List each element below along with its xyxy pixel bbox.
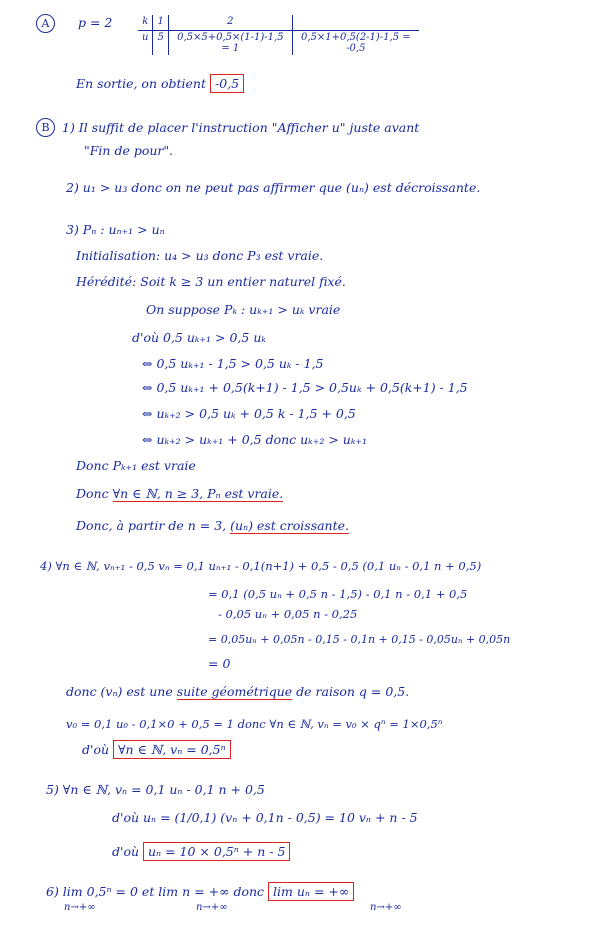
q3-dou: d'où 0,5 uₖ₊₁ > 0,5 uₖ bbox=[132, 330, 266, 345]
table-u-1: 5 bbox=[153, 31, 168, 56]
q6-lim-sub-3: n→+∞ bbox=[370, 902, 402, 913]
part-a-circle-label: A bbox=[36, 14, 55, 33]
q4-geometric-prefix: donc (vₙ) est une bbox=[66, 684, 173, 699]
q4-line2: = 0,1 (0,5 uₙ + 0,5 n - 1,5) - 0,1 n - 0,1 + 0,5 bbox=[208, 587, 468, 601]
q6-lim-sub-1: n→+∞ bbox=[64, 902, 96, 913]
q3-heredite: Hérédité: Soit k ≥ 3 un entier naturel fixé. bbox=[76, 274, 346, 289]
q3-donc-1: Donc Pₖ₊₁ est vraie bbox=[76, 458, 196, 473]
q4-v0-line: v₀ = 0,1 u₀ - 0,1×0 + 0,5 = 1 donc ∀n ∈ ℕ, vₙ = v₀ × qⁿ = 1×0,5ⁿ bbox=[66, 717, 443, 731]
q3-equivalence-4: ⇔ uₖ₊₂ > uₖ₊₁ + 0,5 donc uₖ₊₂ > uₖ₊₁ bbox=[142, 432, 367, 447]
q3-conclusion-prefix: Donc, à partir de n = 3, bbox=[76, 518, 227, 533]
table-u-3: 0,5×1+0,5(2-1)-1,5 = -0,5 bbox=[292, 31, 419, 56]
q4-geometric-suffix: de raison q = 0,5. bbox=[296, 684, 410, 699]
table-u-label: u bbox=[142, 32, 149, 43]
q4-result-box: ∀n ∈ ℕ, vₙ = 0,5ⁿ bbox=[113, 740, 231, 759]
q5-dou: d'où bbox=[112, 844, 140, 859]
q3-equivalence-3: ⇔ uₖ₊₂ > 0,5 uₖ + 0,5 k - 1,5 + 0,5 bbox=[142, 406, 356, 421]
q3-donc-2-prefix: Donc bbox=[76, 486, 109, 501]
q3-donc-2 bbox=[76, 486, 283, 502]
q3-conclusion bbox=[76, 518, 349, 534]
p-value: p = 2 bbox=[78, 15, 113, 30]
q3-suppose: On suppose Pₖ : uₖ₊₁ > uₖ vraie bbox=[146, 302, 341, 317]
q4-line3: - 0,05 uₙ + 0,05 n - 0,25 bbox=[218, 607, 358, 621]
q4-line1: 4) ∀n ∈ ℕ, vₙ₊₁ - 0,5 vₙ = 0,1 uₙ₊₁ - 0,1(n+1) + 0,5 - 0,5 (0,1 uₙ - 0,1 n + 0,5) bbox=[40, 559, 482, 573]
q5-result-line bbox=[112, 844, 290, 860]
q1-line2: "Fin de pour". bbox=[84, 143, 174, 158]
q5-line1: 5) ∀n ∈ ℕ, vₙ = 0,1 uₙ - 0,1 n + 0,5 bbox=[46, 782, 265, 797]
q4-geometric-underlined: suite géométrique bbox=[176, 684, 293, 699]
q4-line5: = 0 bbox=[208, 656, 231, 671]
q3-equivalence-2: ⇔ 0,5 uₖ₊₁ + 0,5(k+1) - 1,5 > 0,5uₖ + 0,5(k+1) - 1,5 bbox=[142, 380, 468, 395]
q6-text: 6) lim 0,5ⁿ = 0 et lim n = +∞ donc bbox=[46, 884, 265, 899]
q4-dou: d'où bbox=[82, 742, 110, 757]
algorithm-trace-table bbox=[138, 15, 419, 55]
q3-title: 3) Pₙ : uₙ₊₁ > uₙ bbox=[66, 222, 165, 237]
table-k-2: 2 bbox=[168, 15, 292, 31]
table-k-3 bbox=[292, 15, 419, 31]
part-b-marker bbox=[36, 118, 55, 137]
q2-text: 2) u₁ > u₃ donc on ne peut pas affirmer que (uₙ) est décroissante. bbox=[66, 180, 481, 195]
q4-result-line bbox=[82, 742, 231, 758]
q4-geometric bbox=[66, 684, 409, 700]
q4-line4: = 0,05uₙ + 0,05n - 0,15 - 0,1n + 0,15 - 0,05uₙ + 0,05n bbox=[208, 633, 511, 646]
part-a-marker bbox=[36, 14, 55, 33]
table-k-1: 1 bbox=[153, 15, 168, 31]
table-u-2: 0,5×5+0,5×(1-1)-1,5 = 1 bbox=[168, 31, 292, 56]
q3-conclusion-underlined: (uₙ) est croissante. bbox=[230, 518, 350, 533]
q1-line1: 1) Il suffit de placer l'instruction "Afficher u" juste avant bbox=[62, 120, 420, 135]
table-k-label: k bbox=[138, 15, 153, 31]
q5-line2: d'où uₙ = (1/0,1) (vₙ + 0,1n - 0,5) = 10 vₙ + n - 5 bbox=[112, 810, 418, 825]
q6-result-box: lim uₙ = +∞ bbox=[268, 882, 354, 901]
q6-line bbox=[46, 884, 354, 900]
q3-equivalence-1: ⇔ 0,5 uₖ₊₁ - 1,5 > 0,5 uₖ - 1,5 bbox=[142, 356, 324, 371]
part-b-circle-label: B bbox=[36, 118, 55, 137]
q6-lim-sub-2: n→+∞ bbox=[196, 902, 228, 913]
sortie-line bbox=[76, 76, 244, 92]
q3-initialisation: Initialisation: u₄ > u₃ donc P₃ est vraie. bbox=[76, 248, 324, 263]
sortie-text: En sortie, on obtient bbox=[76, 76, 206, 91]
sortie-value-box: -0,5 bbox=[210, 74, 244, 93]
q3-donc-2-underlined: ∀n ∈ ℕ, n ≥ 3, Pₙ est vraie. bbox=[112, 486, 284, 501]
q5-result-box: uₙ = 10 × 0,5ⁿ + n - 5 bbox=[143, 842, 290, 861]
